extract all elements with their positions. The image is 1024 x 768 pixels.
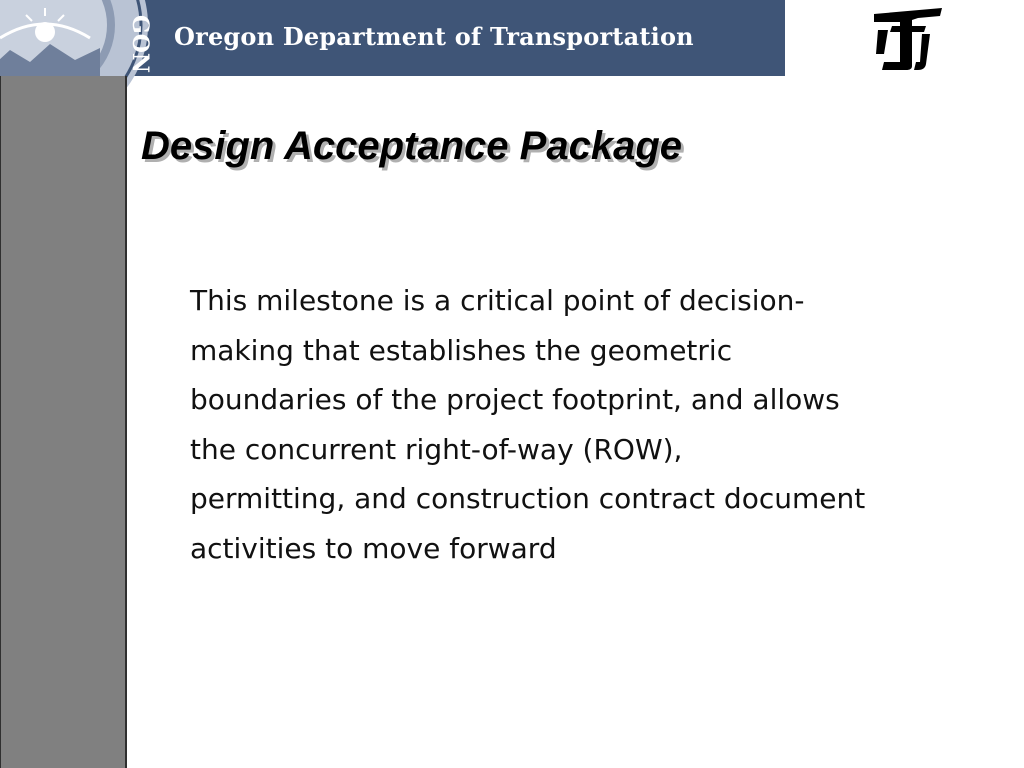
slide-title: Design Acceptance Package [141, 124, 682, 168]
body-line: This milestone is a critical point of decision- [190, 284, 805, 317]
body-line: activities to move forward [190, 531, 557, 565]
seal-text: GON [127, 14, 153, 74]
body-line: the concurrent right-of-way (ROW), [190, 432, 683, 466]
body-line: making that establishes the geometric [190, 333, 733, 367]
left-sidebar [0, 76, 127, 768]
odot-logo-icon [868, 4, 948, 72]
body-line: boundaries of the project footprint, and allows [190, 383, 840, 416]
organization-name: Oregon Department of Transportation [174, 22, 694, 51]
header-banner [0, 0, 785, 76]
body-paragraph [190, 276, 1020, 573]
body-line: permitting, and construction contract document [190, 482, 866, 515]
